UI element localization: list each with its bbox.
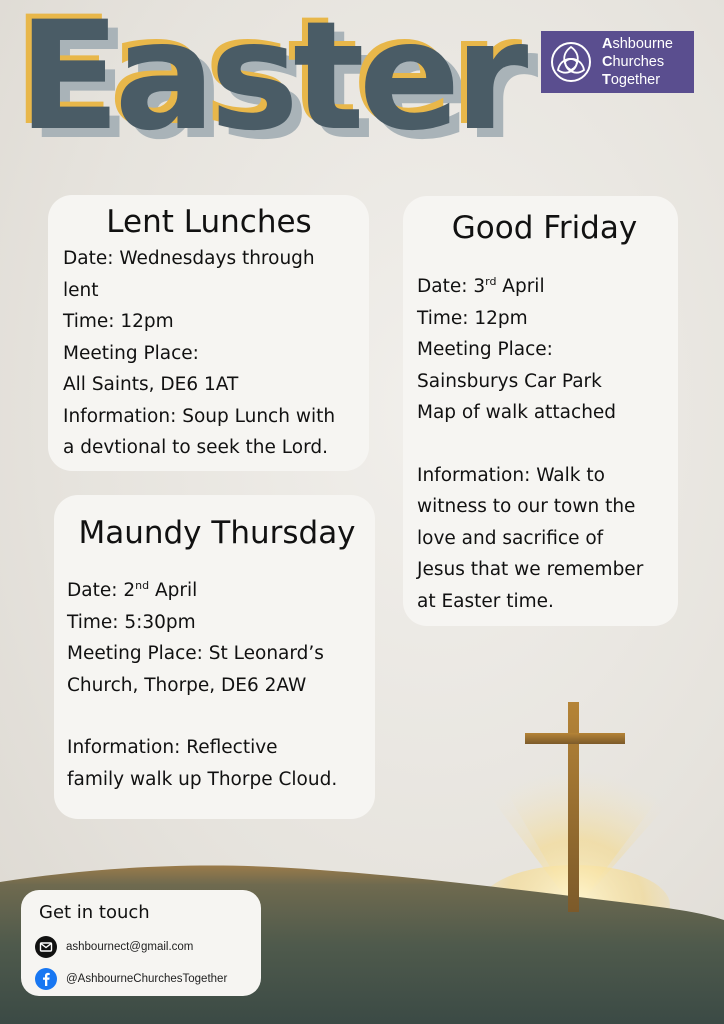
friday-information-line-5: at Easter time. <box>417 590 554 612</box>
friday-date-suffix: rd <box>485 274 497 288</box>
ashbourne-churches-together-logo <box>541 31 694 93</box>
friday-information-line-2: witness to our town the <box>417 496 636 517</box>
contact-box <box>21 890 261 996</box>
logo-text <box>602 35 673 89</box>
maundy-information-line-2: family walk up Thorpe Cloud. <box>67 768 338 790</box>
lent-date-line-2: lent <box>63 279 99 301</box>
friday-information-line-4: Jesus that we remember <box>417 559 644 580</box>
lent-lunches-title: Lent Lunches <box>106 204 312 240</box>
maundy-information-line-1: Information: Reflective <box>67 737 278 758</box>
good-friday-card <box>403 196 678 626</box>
contact-title: Get in touch <box>39 902 150 923</box>
maundy-meeting-place-line-2: Church, Thorpe, DE6 2AW <box>67 674 307 696</box>
maundy-date-month: April <box>149 580 198 601</box>
contact-facebook[interactable]: @AshbourneChurchesTogether <box>66 973 228 985</box>
friday-meeting-place: Sainsburys Car Park <box>417 370 602 392</box>
friday-information-line-3: love and sacrifice of <box>417 527 604 549</box>
maundy-date-text: Date: 2 <box>67 580 136 601</box>
mail-icon <box>35 936 57 958</box>
maundy-time: Time: 5:30pm <box>67 611 196 633</box>
friday-date-text: Date: 3 <box>417 276 486 297</box>
friday-meeting-place-label: Meeting Place: <box>417 339 553 360</box>
maundy-thursday-title: Maundy Thursday <box>78 515 356 551</box>
logo-word-together: ogether <box>610 72 661 88</box>
friday-date-month: April <box>496 276 545 297</box>
lent-date-line-1: Date: Wednesdays through <box>63 248 315 269</box>
maundy-thursday-card <box>54 495 375 819</box>
friday-time: Time: 12pm <box>417 307 528 329</box>
good-friday-title: Good Friday <box>451 210 638 246</box>
lent-time: Time: 12pm <box>63 311 174 332</box>
logo-word-churches: hurches <box>612 54 665 70</box>
maundy-date-suffix: nd <box>135 578 150 592</box>
lent-meeting-place-label: Meeting Place: <box>63 342 199 364</box>
lent-lunches-card <box>48 195 369 471</box>
lent-information-line-2: a devtional to seek the Lord. <box>63 437 328 458</box>
logo-initial-c: C <box>602 54 613 70</box>
logo-initial-t: T <box>602 72 611 88</box>
page-title: Easter <box>18 0 523 164</box>
facebook-icon <box>35 968 57 990</box>
contact-email-row[interactable] <box>35 936 247 958</box>
lent-information-line-1: Information: Soup Lunch with <box>63 405 336 427</box>
trinity-knot-icon <box>549 40 593 84</box>
friday-map-note: Map of walk attached <box>417 402 617 423</box>
lent-meeting-place: All Saints, DE6 1AT <box>63 374 239 395</box>
friday-information-line-1: Information: Walk to <box>417 464 605 486</box>
logo-word-ashbourne: shbourne <box>612 36 673 52</box>
maundy-date <box>67 575 367 607</box>
contact-email[interactable]: ashbournect@gmail.com <box>66 941 194 953</box>
contact-facebook-row[interactable] <box>35 968 247 990</box>
logo-initial-a: A <box>602 36 613 52</box>
maundy-meeting-place-line-1: Meeting Place: St Leonard’s <box>67 643 324 664</box>
friday-date <box>417 271 672 303</box>
